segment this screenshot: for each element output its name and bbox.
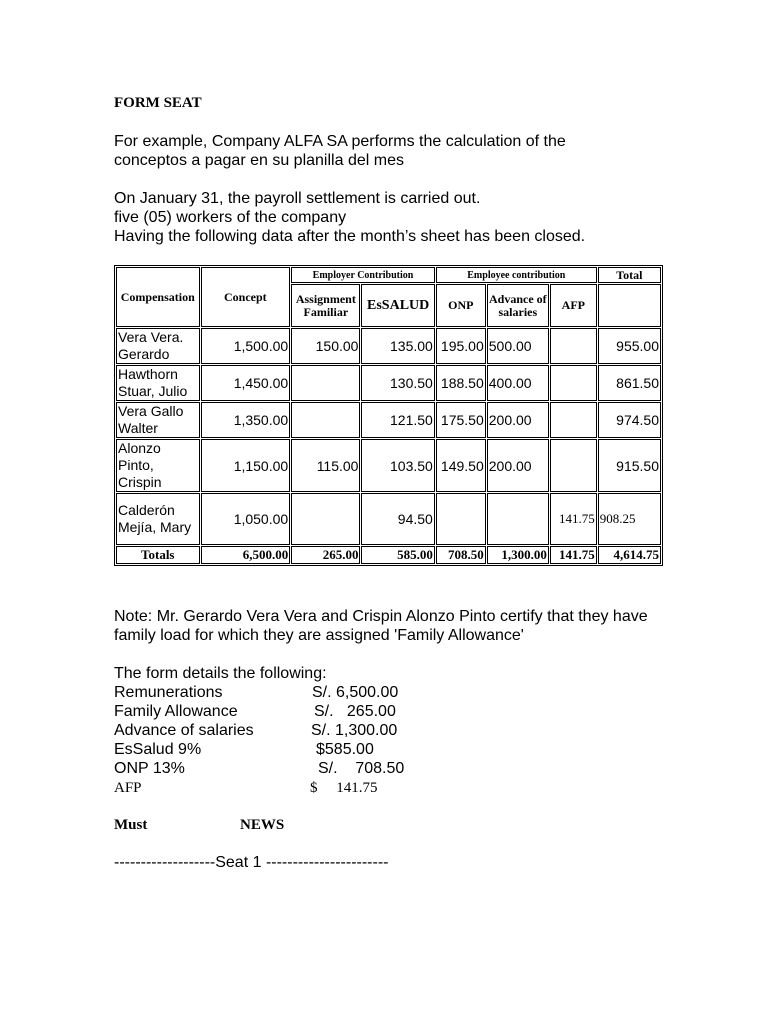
employee-name: Hawthorn Stuar, Julio xyxy=(116,365,200,401)
header-essalud: EsSALUD xyxy=(361,284,434,327)
news-label: NEWS xyxy=(240,817,285,833)
advance-cell: 200.00 xyxy=(487,402,549,438)
table-row xyxy=(116,402,661,438)
table-row xyxy=(116,328,661,364)
details-intro: The form details the following: xyxy=(114,665,327,682)
detail-value: $585.00 xyxy=(316,741,374,758)
detail-value: S/. 1,300.00 xyxy=(311,722,398,739)
assignment-cell xyxy=(291,365,360,401)
detail-row-onp xyxy=(114,760,514,778)
totals-concept: 6,500.00 xyxy=(201,546,291,564)
must-label: Must xyxy=(114,817,148,833)
detail-label: EsSalud 9% xyxy=(114,741,202,758)
detail-label: ONP 13% xyxy=(114,760,185,777)
detail-row-remunerations xyxy=(114,684,514,702)
totals-label: Totals xyxy=(116,546,200,564)
header-concept: Concept xyxy=(201,267,291,327)
onp-cell: 188.50 xyxy=(436,365,486,401)
total-cell: 915.50 xyxy=(598,439,661,492)
detail-row-essalud xyxy=(114,741,514,759)
onp-cell: 149.50 xyxy=(436,439,486,492)
header-onp: ONP xyxy=(436,284,486,327)
afp-cell xyxy=(550,402,597,438)
total-cell: 955.00 xyxy=(598,328,661,364)
essalud-cell: 94.50 xyxy=(361,493,434,545)
afp-cell xyxy=(550,328,597,364)
seat-separator: -------------------Seat 1 ----------------------- xyxy=(114,854,389,871)
afp-cell: 141.75 xyxy=(550,493,597,545)
assignment-cell xyxy=(291,402,360,438)
onp-cell xyxy=(436,493,486,545)
assignment-cell: 150.00 xyxy=(291,328,360,364)
note-line-2: family load for which they are assigned 'Family Allowance' xyxy=(114,627,524,644)
essalud-cell: 103.50 xyxy=(361,439,434,492)
advance-cell: 500.00 xyxy=(487,328,549,364)
detail-label: AFP xyxy=(114,780,142,796)
context-line-3: Having the following data after the month’s sheet has been closed. xyxy=(114,228,586,245)
header-advance-of-salaries: Advance of salaries xyxy=(487,284,549,327)
intro-line-2: conceptos a pagar en su planilla del mes xyxy=(114,152,404,169)
detail-value: S/. 708.50 xyxy=(318,760,405,777)
detail-value: S/. 265.00 xyxy=(314,703,396,720)
essalud-cell: 135.00 xyxy=(361,328,434,364)
totals-afp: 141.75 xyxy=(550,546,597,564)
assignment-cell xyxy=(291,493,360,545)
essalud-cell: 130.50 xyxy=(361,365,434,401)
header-employee-contribution: Employee contribution xyxy=(436,267,597,283)
table-row xyxy=(116,439,661,492)
header-assignment-familiar: Assignment Familiar xyxy=(291,284,360,327)
detail-value: S/. 6,500.00 xyxy=(312,684,399,701)
intro-line-1: For example, Company ALFA SA performs the calculation of the xyxy=(114,133,566,150)
afp-cell xyxy=(550,439,597,492)
document-title: FORM SEAT xyxy=(114,95,202,111)
table-row xyxy=(116,493,661,545)
totals-onp: 708.50 xyxy=(436,546,486,564)
note-line-1: Note: Mr. Gerardo Vera Vera and Crispin Alonzo Pinto certify that they have xyxy=(114,608,648,625)
employee-name: Vera Vera. Gerardo xyxy=(116,328,200,364)
payroll-table xyxy=(114,265,663,566)
detail-row-family-allowance xyxy=(114,703,514,721)
advance-cell: 200.00 xyxy=(487,439,549,492)
employee-name: Vera Gallo Walter xyxy=(116,402,200,438)
concept-cell: 1,050.00 xyxy=(201,493,291,545)
essalud-cell: 121.50 xyxy=(361,402,434,438)
onp-cell: 195.00 xyxy=(436,328,486,364)
header-compensation: Compensation xyxy=(116,267,200,327)
totals-assignment: 265.00 xyxy=(291,546,360,564)
employee-name: Alonzo Pinto, Crispin xyxy=(116,439,200,492)
totals-advance: 1,300.00 xyxy=(487,546,549,564)
concept-cell: 1,450.00 xyxy=(201,365,291,401)
detail-row-advance-of-salaries xyxy=(114,722,514,740)
totals-essalud: 585.00 xyxy=(361,546,434,564)
afp-cell xyxy=(550,365,597,401)
context-line-2: five (05) workers of the company xyxy=(114,209,347,226)
total-cell: 861.50 xyxy=(598,365,661,401)
header-total-blank xyxy=(598,284,661,327)
advance-cell: 400.00 xyxy=(487,365,549,401)
totals-row xyxy=(116,546,661,564)
totals-total: 4,614.75 xyxy=(598,546,661,564)
header-total: Total xyxy=(598,267,661,283)
detail-label: Remunerations xyxy=(114,684,223,701)
assignment-cell: 115.00 xyxy=(291,439,360,492)
total-cell: 974.50 xyxy=(598,402,661,438)
employee-name: Calderón Mejía, Mary xyxy=(116,493,200,545)
table-row xyxy=(116,365,661,401)
detail-value: $ 141.75 xyxy=(310,780,378,796)
detail-label: Advance of salaries xyxy=(114,722,254,739)
detail-row-afp xyxy=(114,780,514,797)
onp-cell: 175.50 xyxy=(436,402,486,438)
concept-cell: 1,500.00 xyxy=(201,328,291,364)
concept-cell: 1,150.00 xyxy=(201,439,291,492)
total-cell: 908.25 xyxy=(598,493,661,545)
concept-cell: 1,350.00 xyxy=(201,402,291,438)
detail-label: Family Allowance xyxy=(114,703,238,720)
context-line-1: On January 31, the payroll settlement is carried out. xyxy=(114,190,481,207)
header-afp: AFP xyxy=(550,284,597,327)
header-employer-contribution: Employer Contribution xyxy=(291,267,435,283)
advance-cell xyxy=(487,493,549,545)
